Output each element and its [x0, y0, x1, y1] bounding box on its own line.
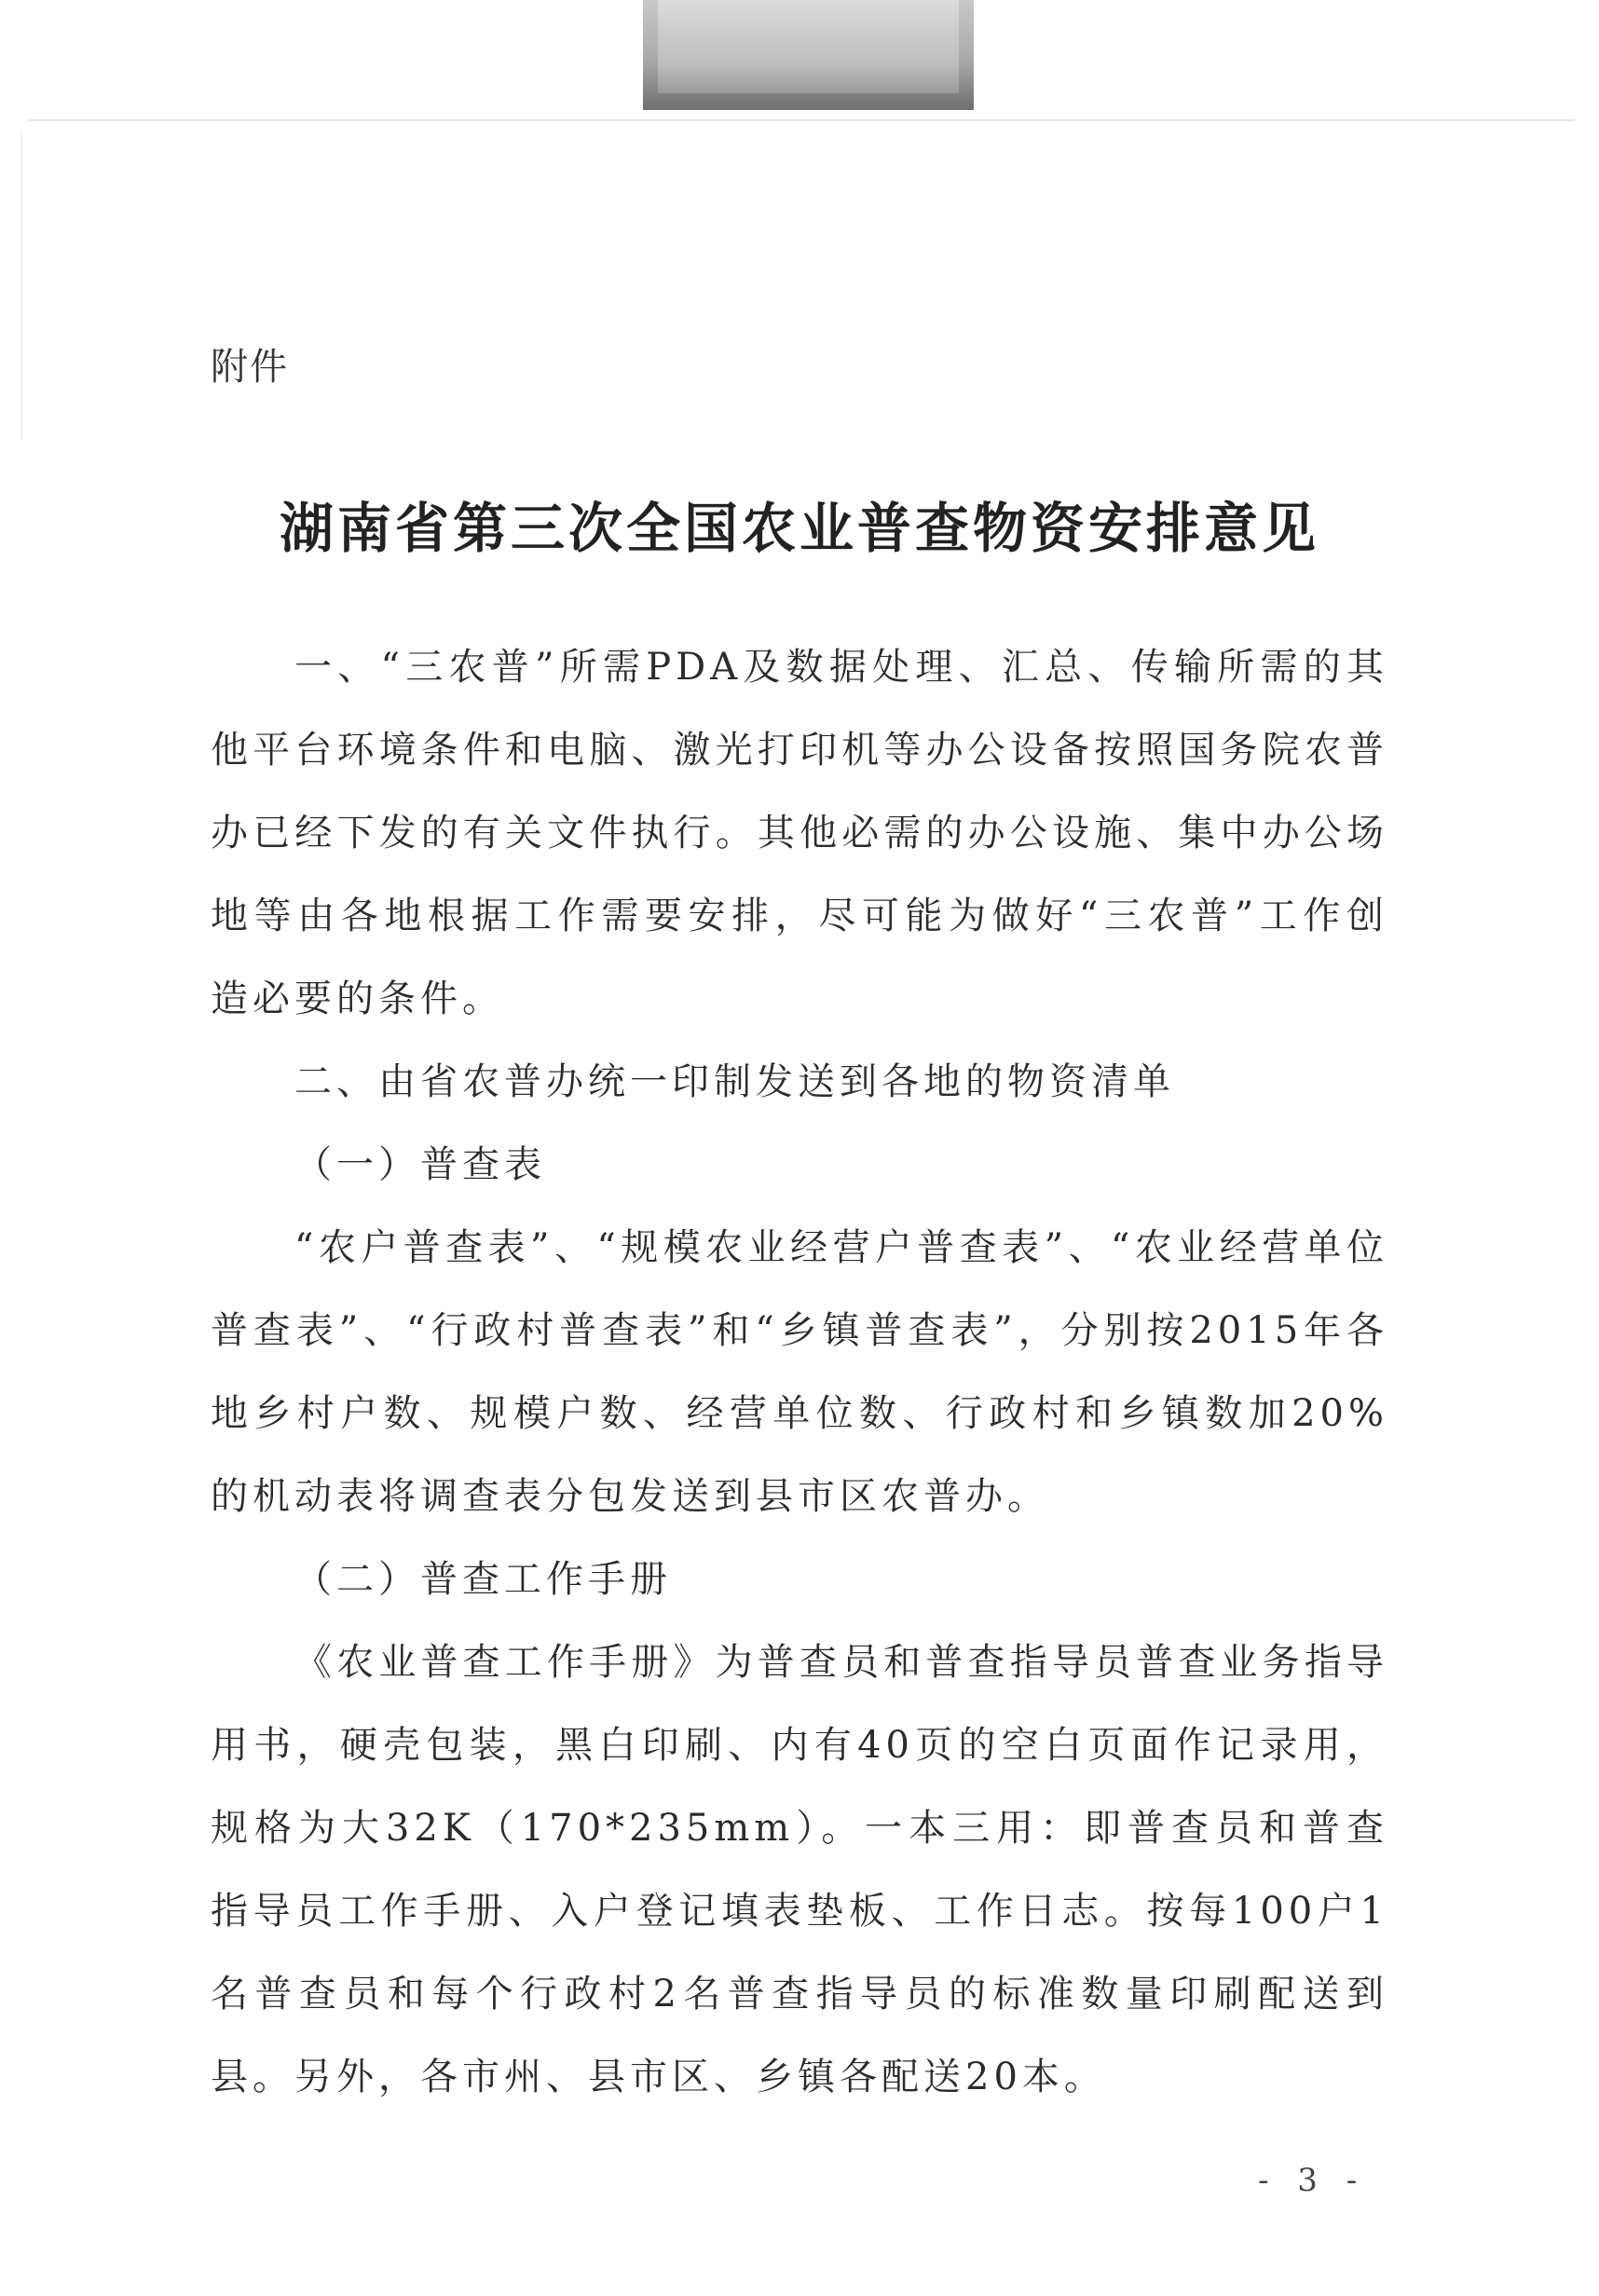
scan-shadow-inner [658, 0, 959, 93]
paragraph-subsection-1-heading: （一）普查表 [294, 1143, 546, 1186]
paragraph-subsection-2-heading: （二）普查工作手册 [294, 1558, 672, 1601]
page-number: - 3 - [1258, 2162, 1367, 2199]
attachment-label: 附件 [211, 346, 289, 389]
scan-edge-line [20, 132, 22, 440]
paragraph-survey-forms: “农户普查表”、“规模农业经营户普查表”、“农业经营单位普查表”、“行政村普查表”和“乡镇普查表”，分别按2015年各地乡村户数、规模户数、经营单位数、行政村和乡镇数加20%的机动表将调查表分包发送到县市区农普办。 [211, 1226, 1388, 1518]
document-body [211, 626, 1388, 2119]
paragraph-section-1: 一、“三农普”所需PDA及数据处理、汇总、传输所需的其他平台环境条件和电脑、激光打印机等办公设备按照国务院农普办已经下发的有关文件执行。其他必需的办公设施、集中办公场地等由各地根据工作需要安排，尽可能为做好“三农普”工作创造必要的条件。 [211, 646, 1388, 1020]
scan-fold-line [28, 119, 1575, 121]
paragraph-section-2-heading: 二、由省农普办统一印制发送到各地的物资清单 [294, 1060, 1175, 1103]
document-title: 湖南省第三次全国农业普查物资安排意见 [279, 497, 1319, 560]
paragraph-work-manual: 《农业普查工作手册》为普查员和普查指导员普查业务指导用书，硬壳包装，黑白印刷、内有40页的空白页面作记录用，规格为大32K（170*235mm）。一本三用：即普查员和普查指导员工作手册、入户登记填表垫板、工作日志。按每100户1名普查员和每个行政村2名普查指导员的标准数量印刷配送到县。另外，各市州、县市区、乡镇各配送20本。 [211, 1641, 1388, 2098]
